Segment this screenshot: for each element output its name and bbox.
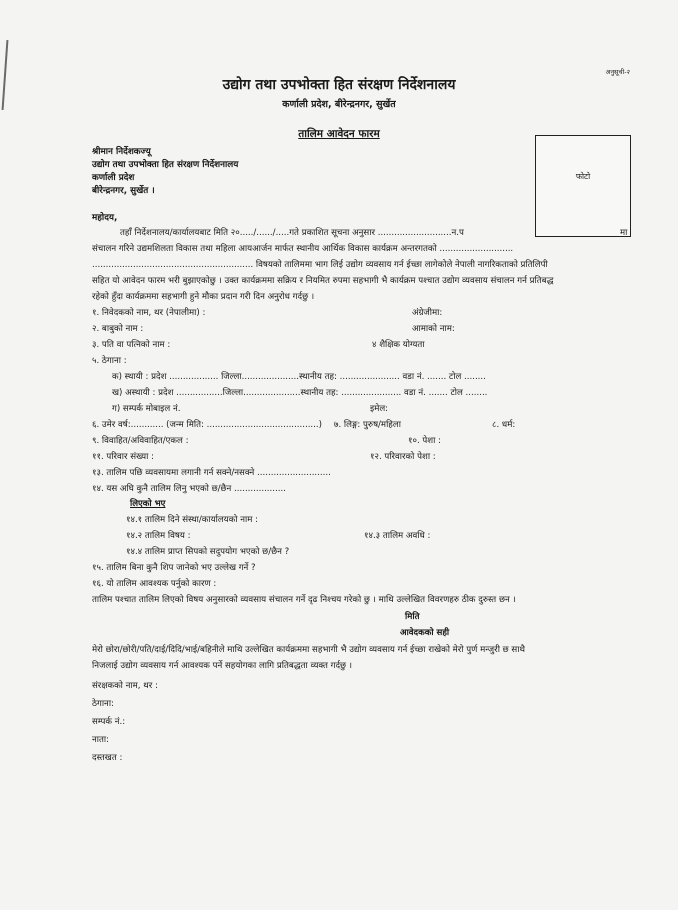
- field-skill-usage[interactable]: १४.४ तालिम प्राप्त सिपको सदुपयोग भएको छ/छैन ?: [126, 547, 290, 557]
- photo-label: फोटो: [575, 172, 591, 181]
- office-title: उद्योग तथा उपभोक्ता हित संरक्षण निर्देशनालय: [222, 77, 456, 93]
- field-email[interactable]: इमेल:: [370, 404, 389, 414]
- field-occupation[interactable]: १०. पेशा :: [408, 436, 441, 446]
- guardian-address-field[interactable]: ठेगाना:: [92, 699, 114, 709]
- field-name[interactable]: १. निवेदकको नाम, थर (नेपालीमा) :: [92, 308, 206, 318]
- commitment-statement: तालिम पश्चात तालिम लिएको विषय अनुसारको व्यवसाय संचालन गर्ने दृढ निश्चय गरेको छु । माथि उल्लेखित विवरणहरु ठीक दुरुस्त छन ।: [92, 595, 516, 605]
- body-line: रहेको हुँदा कार्यक्रममा सहभागी हुने मौका प्रदान गरी दिन अनुरोध गर्दछु ।: [92, 292, 315, 302]
- field-family-count[interactable]: ११. परिवार संख्या :: [92, 452, 154, 462]
- guardian-contact-field[interactable]: सम्पर्क नं.:: [92, 717, 126, 727]
- field-education[interactable]: ४ शैक्षिक योग्यता: [372, 340, 425, 350]
- field-mother-name[interactable]: आमाको नाम:: [412, 324, 455, 334]
- field-training-subject[interactable]: १४.२ तालिम विषय :: [126, 531, 191, 541]
- field-training-duration[interactable]: १४.३ तालिम अवधि :: [364, 531, 431, 541]
- field-training-institution[interactable]: १४.१ तालिम दिने संस्था/कार्यालयको नाम :: [126, 515, 258, 525]
- annex-label: अनुसूची-२: [605, 68, 630, 76]
- body-line-end: मा: [620, 228, 628, 238]
- field-spouse-name[interactable]: ३. पति वा पत्निको नाम :: [92, 340, 171, 350]
- date-label[interactable]: मिति: [405, 612, 420, 622]
- salutation: महोदय,: [92, 213, 118, 223]
- field-gender[interactable]: ७. लिङ्ग: पुरुष/महिला: [334, 420, 401, 430]
- photo-box[interactable]: [535, 135, 631, 237]
- body-line: संचालन गरिने उद्यमशिलता विकास तथा महिला आयआर्जन मार्फत स्थानीय आर्थिक विकास कार्यक्रम अन्तरगतको ...........................: [92, 244, 514, 254]
- address-line: कर्णाली प्रदेश: [92, 173, 135, 183]
- field-age[interactable]: ६. उमेर वर्ष:............ (जन्म मिति: .........................................): [92, 420, 322, 430]
- field-without-training-skill[interactable]: १५. तालिम बिना कुनै शिप जानेको भए उल्लेख गर्ने ?: [92, 563, 256, 573]
- body-line: तहाँ निर्देशनालय/कार्यालयबाट मिति २०...../....../.....गते प्रकाशित सूचना अनुसार ...........................न.प: [120, 228, 464, 238]
- field-marital-status[interactable]: ९. विवाहित/अविवाहित/एकल :: [92, 436, 189, 446]
- field-investment[interactable]: १३. तालिम पछि व्यवसायमा लगानी गर्न सक्ने/नसक्ने ...........................: [92, 468, 331, 478]
- guardian-relation-field[interactable]: नाता:: [92, 735, 110, 745]
- guardian-consent-line: मेरो छोरा/छोरी/पति/दाई/दिदि/भाई/बहिनीले माथि उल्लेखित कार्यक्रममा सहभागी भै उद्योग व्यवसाय गर्न ईच्छा राखेको मेरो पुर्ण मन्जुरी छ साथै: [92, 645, 525, 655]
- guardian-name-field[interactable]: संरक्षकको नाम, थर :: [92, 681, 158, 691]
- body-line: सहित यो आवेदन फारम भरी बुझाएकोछु । उक्त कार्यक्रममा सक्रिय र नियमित रुपमा सहभागी भै कार्यक्रम पश्चात उद्योग व्यवसाय संचालन गर्न प्रतिबद्ध: [92, 276, 554, 286]
- field-religion[interactable]: ८. धर्म:: [492, 420, 516, 430]
- address-line: श्रीमान निर्देशकज्यू: [92, 147, 151, 157]
- field-mobile[interactable]: ग) सम्पर्क मोबाइल नं.: [112, 404, 181, 414]
- field-temporary-address[interactable]: ख) अस्थायी : प्रदेश .................जिल्ला.....................स्थानीय तह: ...................... वडा नं. ....... टोल ........: [112, 388, 488, 398]
- if-taken-heading: लिएको भए: [130, 499, 166, 509]
- guardian-consent-line: निजलाई उद्योग व्यवसाय गर्न आवश्यक पर्ने सहयोगका लागि प्रतिबद्धता व्यक्त गर्दछु ।: [92, 661, 353, 671]
- office-subtitle: कर्णाली प्रदेश, बीरेन्द्रनगर, सुर्खेत: [282, 99, 396, 110]
- field-family-occupation[interactable]: १२. परिवारको पेशा :: [370, 452, 436, 462]
- applicant-signature-label[interactable]: आवेदकको सही: [400, 628, 450, 638]
- field-training-reason[interactable]: १६. यो तालिम आवश्यक पर्नुको कारण :: [92, 579, 217, 589]
- field-name-english[interactable]: अंग्रेजीमा:: [412, 308, 443, 318]
- guardian-signature-field[interactable]: दस्तखत :: [92, 753, 123, 763]
- field-father-name[interactable]: २. बाबुको नाम :: [92, 324, 144, 334]
- body-line: ........................................................... विषयको तालिममा भाग लिई उद्योग व्यवसाय गर्न ईच्छा लागेकोले नेपाली नागरिकताको प्रतिलिपी: [92, 260, 548, 270]
- field-previous-training[interactable]: १४. यस अघि कुनै तालिम लिनु भएको छ/छैन ...................: [92, 484, 286, 494]
- field-address-heading: ५. ठेगाना :: [92, 356, 127, 366]
- address-line: उद्योग तथा उपभोक्ता हित संरक्षण निर्देशनालय: [92, 160, 239, 170]
- form-title: तालिम आवेदन फारम: [298, 128, 380, 140]
- field-permanent-address[interactable]: क) स्थायी : प्रदेश .................. जिल्ला.....................स्थानीय तह: ...................... वडा नं. ....... टोल ........: [112, 372, 486, 382]
- address-line: बीरेन्द्रनगर, सुर्खेत ।: [92, 186, 155, 196]
